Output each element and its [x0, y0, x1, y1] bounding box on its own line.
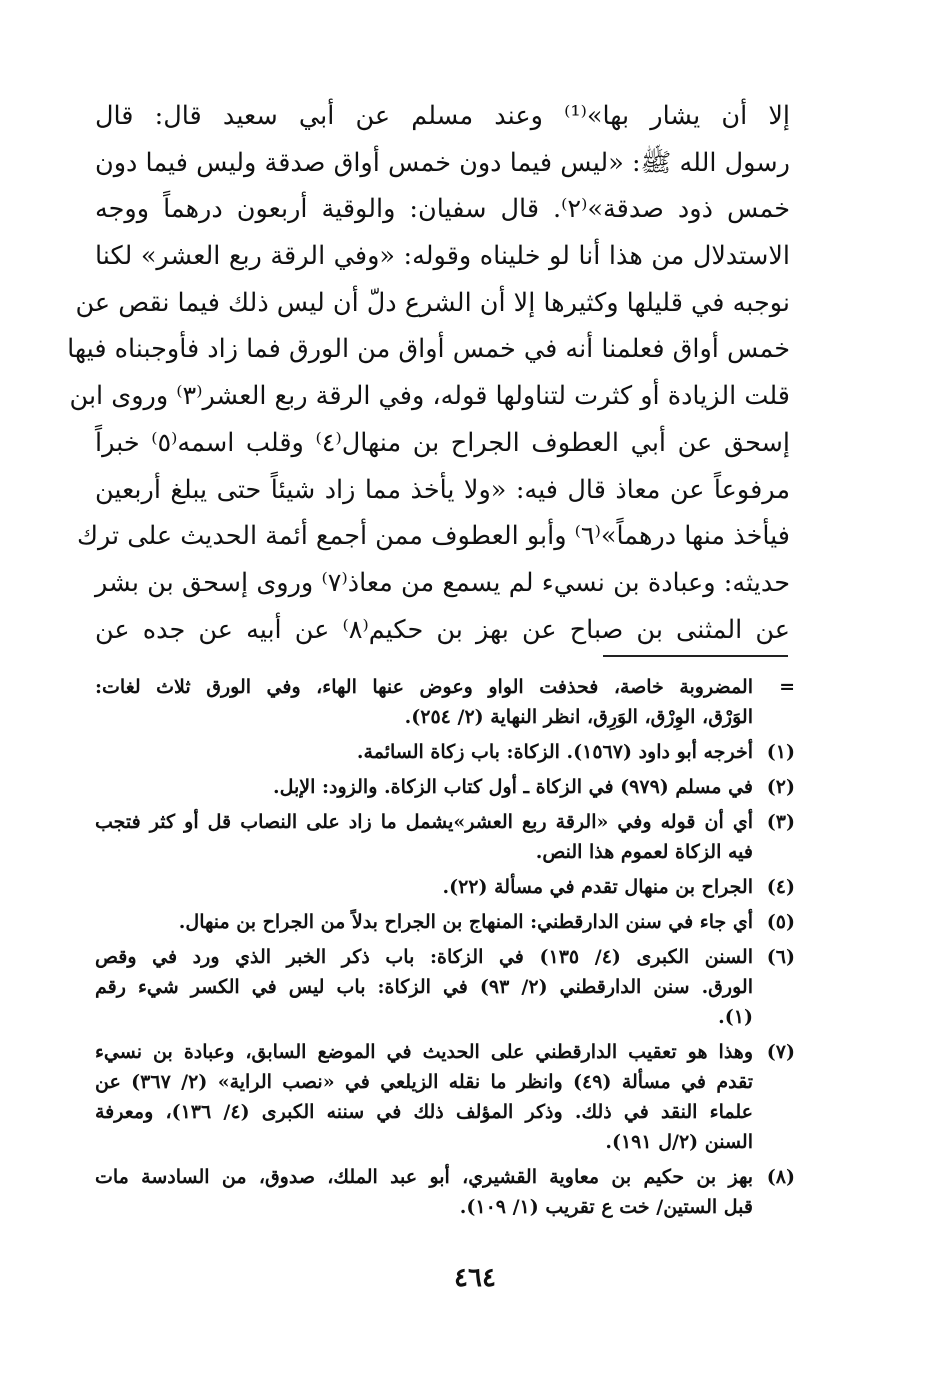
footnote-line: تقدم في مسألة (٤٩) وانظر ما نقله الزيلعي في «نصب الراية» (٢/ ٣٦٧) عن	[95, 1071, 754, 1093]
footnote-3	[95, 807, 795, 867]
footnote-line: السنن (٢/ل ١٩١).	[605, 1131, 753, 1153]
main-text-line: إلا أن يشار بها»⁽¹⁾ وعند مسلم عن أبي سعيد قال: قال	[95, 101, 790, 131]
footnote-line: المضروبة خاصة، فحذفت الواو وعوض عنها الهاء، وفي الورق ثلاث لغات:	[95, 676, 753, 698]
footnote-line: (١).	[718, 1006, 753, 1028]
footnote-6	[95, 942, 795, 1032]
main-text-line: خمس أواق فعلمنا أنه في خمس أواق من الورق فما زاد فأوجبناه فيها	[67, 334, 790, 365]
footnote-line: علماء النقد في ذلك. وذكر المؤلف ذلك في سننه الكبرى (٤/ ١٣٦)، ومعرفة	[95, 1101, 753, 1123]
footnote-marker: (٧)	[766, 1041, 795, 1063]
footnotes	[95, 672, 795, 1227]
footnote-8	[95, 1162, 795, 1222]
footnote-marker: (٣)	[766, 811, 795, 833]
footnote-line: الجراح بن منهال تقدم في مسألة (٢٢).	[442, 876, 753, 898]
footnote-5	[95, 907, 795, 937]
footnote-line: وهذا هو تعقيب الدارقطني على الحديث في الموضع السابق، وعبادة بن نسيء	[95, 1041, 753, 1063]
footnote-marker: (٥)	[766, 911, 795, 933]
footnote-marker: (١)	[766, 741, 795, 763]
footnote-marker: (٦)	[766, 946, 795, 968]
footnote-line: أي جاء في سنن الدارقطني: المنهاج بن الجراح بدلاً من الجراح بن منهال.	[178, 911, 753, 933]
footnote-line: في مسلم (٩٧٩) في الزكاة ـ أول كتاب الزكاة. والزود: الإبل.	[272, 776, 753, 798]
main-text-line: فيأخذ منها درهماً»⁽٦⁾ وأبو العطوف ممن أجمع أئمة الحديث على ترك	[76, 521, 790, 552]
footnote-7	[95, 1037, 795, 1157]
footnote-4	[95, 872, 795, 902]
footnote-line: بهز بن حكيم بن معاوية القشيري، أبو عبد الملك، صدوق، من السادسة مات	[95, 1166, 753, 1188]
footnote-marker: (٢)	[766, 776, 795, 798]
page-number: ٤٦٤	[454, 1263, 496, 1293]
main-text-line: نوجبه في قليلها وكثيرها إلا أن الشرع دلّ أن ليس ذلك فيما نقص عن	[75, 287, 790, 318]
footnote-line: أي أن قوله وفي «الرقة ربع العشر»يشمل ما زاد على النصاب قل أو كثر فتجب	[95, 811, 753, 833]
footnote-1	[95, 737, 795, 767]
main-text-line: عن المثنى بن صباح عن بهز بن حكيم⁽٨⁾ عن أبيه عن جده عن	[95, 614, 790, 645]
footnote-separator	[603, 655, 788, 657]
footnote-marker: (٨)	[766, 1166, 795, 1188]
main-text	[67, 93, 791, 653]
footnote-line: الورق. سنن الدارقطني (٢/ ٩٣) في الزكاة: باب ليس في الكسر شيء رقم	[95, 976, 753, 998]
footnote-line: الوَرْق، الوِرْق، الوَرِق، انظر النهاية (٢/ ٢٥٤).	[404, 706, 753, 728]
footnote-marker: (٤)	[766, 876, 795, 898]
footnote-line: أخرجه أبو داود (١٥٦٧). الزكاة: باب زكاة السائمة.	[356, 741, 753, 763]
main-text-line: مرفوعاً عن معاذ قال فيه: «ولا يأخذ مما زاد شيئاً حتى يبلغ أربعين	[95, 474, 790, 505]
main-text-line: الاستدلال من هذا أنا لو خليناه وقوله: «وفي الرقة ربع العشر» لكنا	[95, 241, 790, 272]
main-text-line: رسول الله ﷺ: «ليس فيما دون خمس أواق صدقة وليس فيما دون	[95, 147, 790, 178]
footnote-2	[95, 772, 795, 802]
footnote-line: قبل الستين/ خت ع تقريب (١/ ١٠٩).	[459, 1196, 753, 1218]
main-text-line: حديثه: وعبادة بن نسيء لم يسمع من معاذ⁽٧⁾ وروى إسحق بن بشر	[95, 567, 790, 598]
footnote-line: السنن الكبرى (٤/ ١٣٥) في الزكاة: باب ذكر الخبر الذي ورد في وقص	[95, 946, 753, 968]
main-text-line: خمس ذود صدقة»⁽٢⁾. قال سفيان: والوقية أربعون درهماً ووجه	[95, 194, 791, 225]
main-text-line: إسحق عن أبي العطوف الجراح بن منهال⁽٤⁾ وقلب اسمه⁽٥⁾ خبراً	[95, 427, 790, 458]
footnote-line: فيه الزكاة لعموم هذا النص.	[535, 841, 753, 863]
footnote-marker: =	[779, 676, 795, 698]
main-text-line: قلت الزيادة أو كثرت لتناولها قوله، وفي الرقة ربع العشر⁽٣⁾ وروى ابن	[69, 381, 790, 412]
footnote-continuation	[95, 672, 795, 732]
